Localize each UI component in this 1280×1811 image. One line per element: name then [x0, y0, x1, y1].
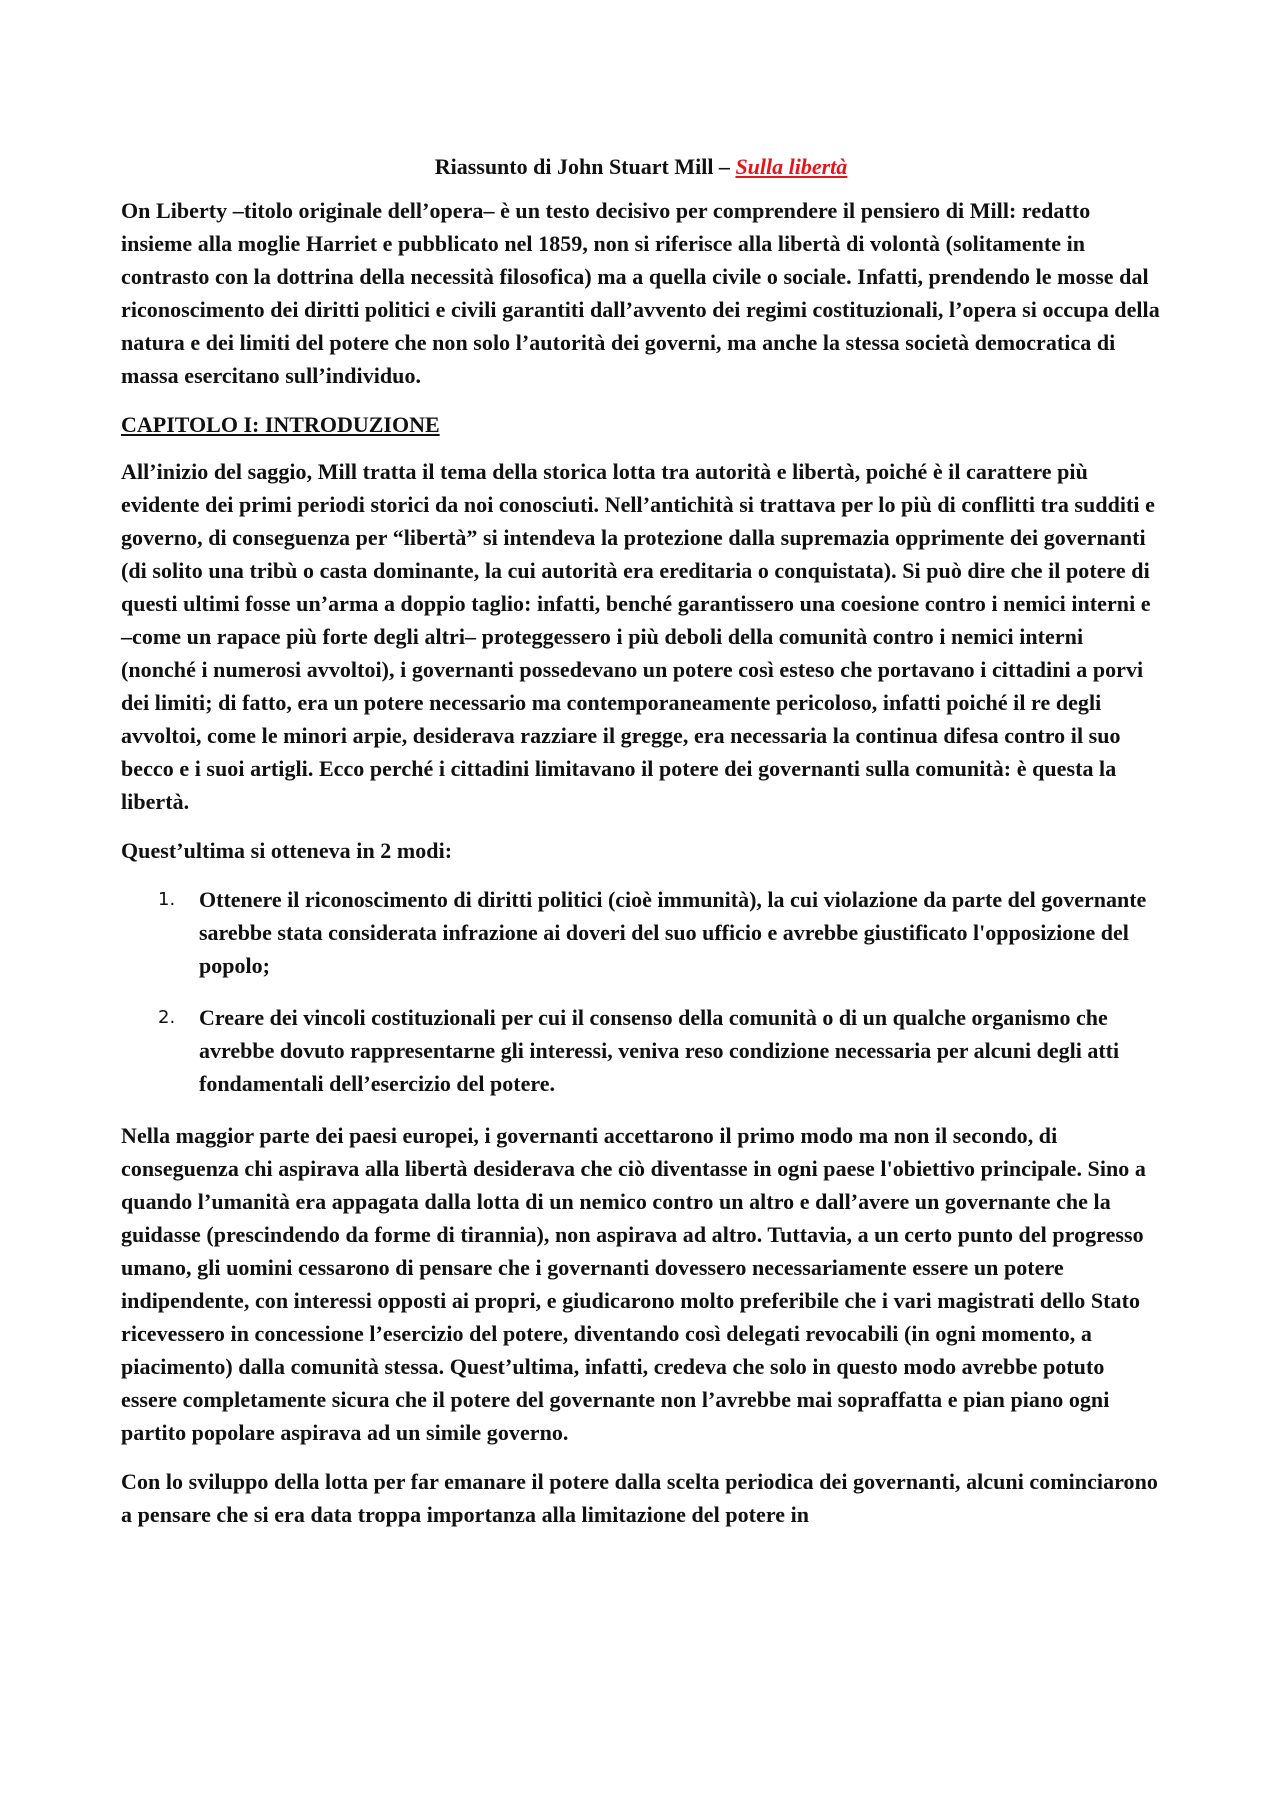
document-body — [121, 150, 1161, 1547]
chapter-heading: CAPITOLO I: INTRODUZIONE — [121, 412, 440, 437]
list-item — [121, 883, 1161, 982]
numbered-list — [121, 883, 1161, 1100]
paragraph-2: Quest’ultima si otteneva in 2 modi: — [121, 838, 453, 863]
title-link[interactable]: Sulla libertà — [735, 154, 848, 179]
list-item-text: Ottenere il riconoscimento di diritti politici (cioè immunità), la cui violazione da parte del governante sarebbe stata considerata infrazione ai doveri del suo ufficio e avrebbe giustificato l'opposizione del popolo; — [199, 887, 1147, 978]
title-prefix: Riassunto di John Stuart Mill – — [434, 154, 736, 179]
list-item-number: 2. — [158, 1007, 176, 1028]
document-title — [121, 150, 1161, 183]
list-item-text: Creare dei vincoli costituzionali per cui il consenso della comunità o di un qualche organismo che avrebbe dovuto rappresentarne gli interessi, veniva reso condizione necessaria per alcuni degli atti fondamentali dell’esercizio del potere. — [199, 1005, 1120, 1096]
list-item-number: 1. — [158, 889, 176, 910]
intro-paragraph: On Liberty –titolo originale dell’opera– è un testo decisivo per comprendere il pensiero di Mill: redatto insieme alla moglie Harriet e pubblicato nel 1859, non si riferisce alla libertà di volontà (solitamente in contrasto con la dottrina della necessità filosofica) ma a quella civile o sociale. Infatti, prendendo le mosse dal riconoscimento dei diritti politici e civili garantiti dall’avvento dei regimi costituzionali, l’opera si occupa della natura e dei limiti del potere che non solo l’autorità dei governi, ma anche la stessa società democratica di massa esercitano sull’individuo. — [121, 198, 1160, 388]
paragraph-1: All’inizio del saggio, Mill tratta il tema della storica lotta tra autorità e libertà, poiché è il carattere più evidente dei primi periodi storici da noi conosciuti. Nell’antichità si trattava per lo più di conflitti tra sudditi e governo, di conseguenza per “libertà” si intendeva la protezione dalla supremazia opprimente dei governanti (di solito una tribù o casta dominante, la cui autorità era ereditaria o conquistata). Si può dire che il potere di questi ultimi fosse un’arma a doppio taglio: infatti, benché garantissero una coesione contro i nemici interni e –come un rapace più forte degli altri– proteggessero i più deboli della comunità contro i nemici interni (nonché i numerosi avvoltoi), i governanti possedevano un potere così esteso che portavano i cittadini a porvi dei limiti; di fatto, era un potere necessario ma contemporaneamente pericoloso, infatti poiché il re degli avvoltoi, come le minori arpie, desiderava razziare il gregge, era necessaria la continua difesa contro il suo becco e i suoi artigli. Ecco perché i cittadini limitavano il potere dei governanti sulla comunità: è questa la libertà. — [121, 459, 1155, 814]
list-item — [121, 1001, 1161, 1100]
paragraph-4: Con lo sviluppo della lotta per far emanare il potere dalla scelta periodica dei governanti, alcuni cominciarono a pensare che si era data troppa importanza alla limitazione del potere in — [121, 1469, 1158, 1527]
paragraph-3: Nella maggior parte dei paesi europei, i governanti accettarono il primo modo ma non il secondo, di conseguenza chi aspirava alla libertà desiderava che ciò diventasse in ogni paese l'obiettivo principale. Sino a quando l’umanità era appagata dalla lotta di un nemico contro un altro e dall’avere un governante che la guidasse (prescindendo da forme di tirannia), non aspirava ad altro. Tuttavia, a un certo punto del progresso umano, gli uomini cessarono di pensare che i governanti dovessero necessariamente essere un potere indipendente, con interessi opposti ai propri, e giudicarono molto preferibile che i vari magistrati dello Stato ricevessero in concessione l’esercizio del potere, diventando così delegati revocabili (in ogni momento, a piacimento) dalla comunità stessa. Quest’ultima, infatti, credeva che solo in questo modo avrebbe potuto essere completamente sicura che il potere del governante non l’avrebbe mai sopraffatta e pian piano ogni partito popolare aspirava ad un simile governo. — [121, 1123, 1146, 1445]
